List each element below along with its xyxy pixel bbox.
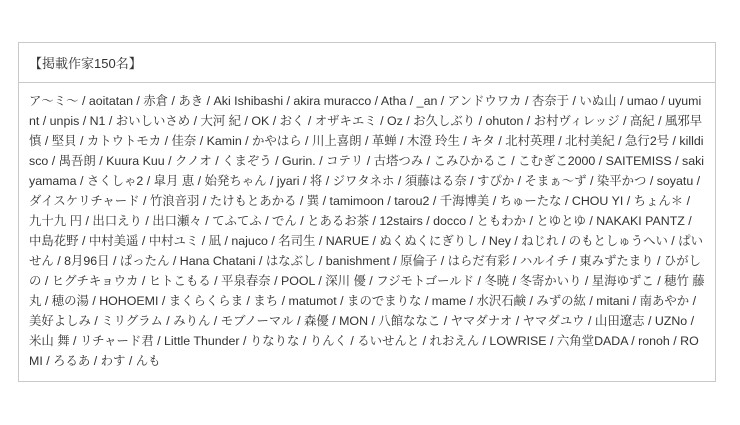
artist-list: ア～ミ～ / aoitatan / 赤倉 / あき / Aki Ishibashi / akira muracco / Atha / _an / アンドウワカ / 杏奈于 / いぬ山 / umao / uyumint / unpis / N1 / おいしいさめ / 大河 紀 / OK / おく / オザキエミ / Oz / お久しぶり / ohuton / お村ヴィレッジ / 高紀 / 風邪早慎 / 堅貝 / カトウトモカ / 佳奈 / Kamin / かやはら / 川上喜朗 / 革蝉 / 木澄 玲生 / キタ / 北村英理 / 北村美紀 / 急行2号 / killdisco / 禺吾朗 / Kuura Kuu / クノオ / くまぞう / Gurin. / コテリ / 古塔つみ / こみひかるこ / こむぎこ2000 / SAITEMISS / sakiyamama / さくしゃ2 / 皐月 恵 / 始発ちゃん / jyari / 将 / ジワタネホ / 須藤はる奈 / すぴか / そまぁ～ず / 染平かつ / soyatu / ダイスケリチャード / 竹浪音羽 / たけもとあかる / 巽 / tamimoon / tarou2 / 千海博美 / ちゅーたな / CHOU YI / ちょん＊ / 九十九 円 / 出口えり / 出口瀬々 / てふてふ / でん / とあるお茶 / 12stairs / docco / ともわか / とゆとゆ / NAKAKI PANTZ / 中島花野 / 中村美遥 / 中村ユミ / 凪 / najuco / 名司生 / NARUE / ぬくぬくにぎりし / Ney / ねじれ / のもとしゅうへい / ぱいせん / 8月96日 / ぱったん / Hana Chatani / はなぶし / banishment / 原倫子 / はらだ有彩 / ハルイチ / 東みずたまり / ひがしの / ヒグチキョウカ / ヒトこもる / 平泉春奈 / POOL / 深川 優 / フジモトゴールド / 冬暁 / 冬寄かいり / 星海ゆずこ / 穂竹 藤丸 / 穂の湯 / HOHOEMI / まくらくらま / まち / matumot / まのでまりな / mame / 水沢石鹸 / みずの紘 / mitani / 南あやか / 美好よしみ / ミリグラム / みりん / モブノーマル / 森優 / MON / 八館ななこ / ヤマダナオ / ヤマダユウ / 山田遼志 / UZNo / 米山 舞 / リチャード君 / Little Thunder / りなりな / りんく / るいせんと / れおえん / LOWRISE / 六角堂DADA / ronoh / ROMI / ろるあ / わす / んも (29, 94, 705, 368)
box-header (19, 43, 715, 83)
box-title: 【掲載作家150名】 (29, 56, 142, 71)
featured-artists-box (18, 42, 716, 382)
